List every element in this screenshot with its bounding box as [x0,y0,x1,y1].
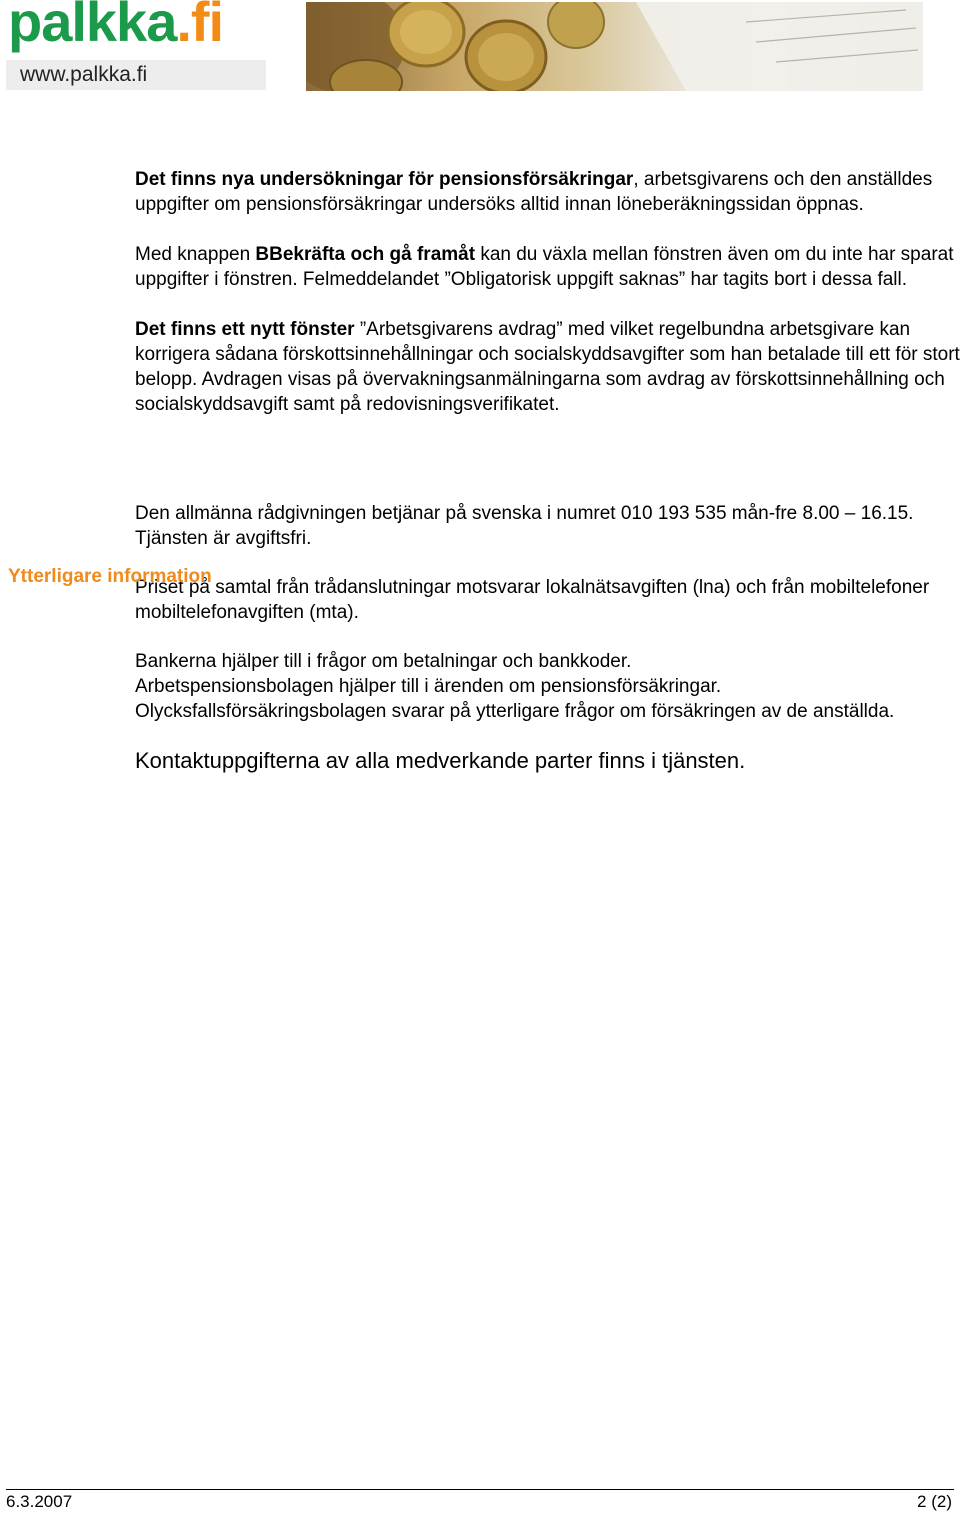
info-call-price: Priset på samtal från trådanslutningar motsvarar lokalnätsavgiften (lna) och från mobiltelefoner mobiltelefonavgiften (mta). [135,577,930,623]
paragraph-text: ”Arbetsgivarens avdrag” med vilket regelbundna arbetsgivare kan korrigera sådana förskottsinnehållningar och socialskyddsavgifter som han betalade till ett för stort belopp. Avdragen visas på övervakningsanmälningarna som avdrag av förskottsinnehållning och socialskyddsavgift samt på redovisningsverifikatet. [135,319,960,415]
logo-tld: .fi [176,0,224,53]
paragraph-text: , arbetsgivarens och den anställdes uppgifter om pensionsförsäkringar undersöks alltid innan löneberäkningssidan öppnas. [135,169,933,215]
paragraph-confirm-button [135,242,960,292]
paragraph-text: kan du växla mellan fönstren även om du inte har sparat uppgifter i fönstren. Felmeddelandet ”Obligatorisk uppgift saknas” har tagits bort i dessa fall. [135,244,954,290]
paragraph-text: Med knappen [135,244,256,265]
page-header [0,0,960,95]
footer-divider [6,1489,954,1490]
coins-illustration [306,2,923,91]
section-heading: Ytterligare information [8,566,212,587]
paragraph-lead: Det finns nya undersökningar för pensionsförsäkringar [135,169,634,190]
paragraph-lead: Det finns ett nytt fönster [135,319,355,340]
paragraph-button-name: BBekräfta och gå framåt [255,244,476,265]
paragraph-pension-insurance [135,167,960,217]
logo-url: www.palkka.fi [20,63,148,86]
main-content [135,167,960,775]
header-photo-coins [306,2,923,91]
paragraph-employer-deduction [135,317,960,417]
footer-page-number: 2 (2) [917,1492,952,1511]
info-contacts: Kontaktuppgifterna av alla medverkande parter finns i tjänsten. [135,748,746,773]
info-advice: Den allmänna rådgivningen betjänar på svenska i numret 010 193 535 mån-fre 8.00 – 16.15. Tjänsten är avgiftsfri. [135,503,914,549]
info-pension-companies: Arbetspensionsbolagen hjälper till i ärenden om pensionsförsäkringar. [135,676,722,697]
logo-name: palkka [8,0,177,53]
info-banks: Bankerna hjälper till i frågor om betalningar och bankkoder. [135,651,632,672]
palkka-logo[interactable] [6,0,266,92]
logo-wordmark [8,0,224,53]
footer-date: 6.3.2007 [6,1492,73,1511]
info-accident-insurers: Olycksfallsförsäkringsbolagen svarar på ytterligare frågor om försäkringen av de anställda. [135,701,895,722]
